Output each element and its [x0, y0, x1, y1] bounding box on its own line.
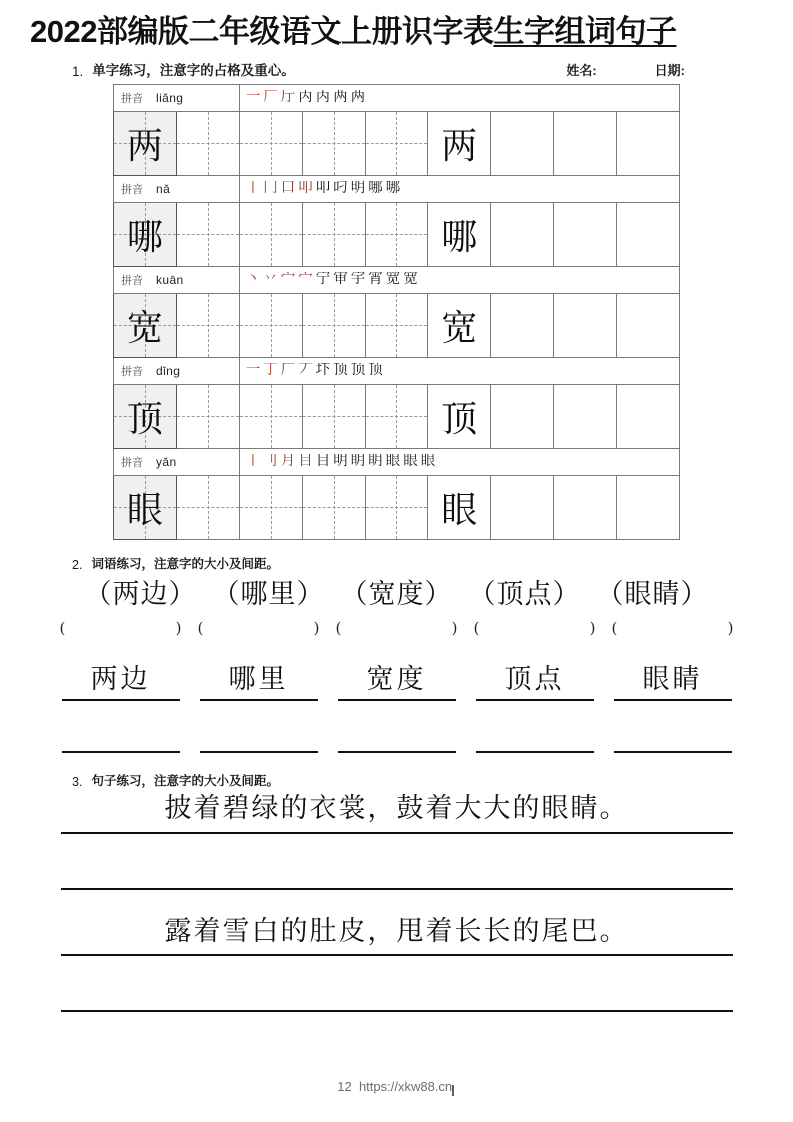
writing-square[interactable]	[365, 384, 428, 448]
writing-square-filled[interactable]	[114, 384, 177, 448]
stroke-step: 丶	[245, 272, 261, 287]
writing-square-filled[interactable]	[114, 111, 177, 175]
writing-square[interactable]	[365, 293, 428, 357]
word-text: 两边	[112, 578, 169, 610]
pinyin-label: 拼音	[121, 183, 143, 196]
word-blank-line-row	[0, 701, 793, 753]
stroke-order-sequence	[246, 181, 679, 196]
student-meta	[566, 60, 793, 79]
stroke-step: 厂	[263, 90, 278, 105]
writing-square[interactable]	[239, 111, 302, 175]
writing-square[interactable]	[176, 293, 239, 357]
stroke-step: 明	[350, 181, 366, 196]
stroke-step: 口	[280, 181, 296, 196]
blank-close-paren: )	[175, 618, 182, 637]
stroke-step: 眼	[385, 454, 401, 469]
model-character: 眼	[126, 489, 163, 531]
pinyin-stroke-row	[114, 84, 680, 111]
word-text: 眼睛	[624, 578, 681, 610]
character-practice-body	[114, 84, 680, 539]
pinyin-label: 拼音	[121, 274, 143, 287]
word-item	[213, 572, 325, 611]
writing-square-filled[interactable]	[428, 111, 491, 175]
writing-square[interactable]	[239, 384, 302, 448]
section2-heading-text: 词语练习，注意字的大小及间距。	[91, 556, 279, 571]
writing-square[interactable]	[302, 202, 365, 266]
stroke-order-sequence	[246, 363, 679, 378]
section1-heading-row	[0, 50, 793, 84]
stroke-step: 明	[333, 454, 348, 469]
footer-url[interactable]: https://xkw88.cn	[358, 1079, 453, 1094]
word-text: 宽度	[368, 578, 425, 610]
section3-heading-text: 句子练习，注意字的大小及间距。	[91, 774, 279, 789]
blank-open-paren: (	[59, 618, 66, 637]
writing-square[interactable]	[302, 293, 365, 357]
stroke-order-cell	[239, 357, 679, 384]
open-paren: （	[468, 578, 497, 610]
sentence-line: 披着碧绿的衣裳，鼓着大大的眼睛。	[61, 789, 733, 834]
stroke-step: 丙	[298, 90, 313, 105]
open-paren: （	[84, 578, 113, 610]
stroke-step: 宵	[368, 272, 383, 287]
blank-paren-slot[interactable]	[60, 619, 182, 637]
pinyin-value: liǎng	[156, 90, 184, 105]
section2-heading-row	[0, 554, 793, 572]
word-trace-row	[0, 637, 793, 702]
stroke-step: 丷	[263, 272, 278, 287]
blank-close-paren: )	[313, 618, 320, 637]
pinyin-cell	[114, 448, 240, 475]
writing-square-filled[interactable]	[114, 475, 177, 539]
section1-heading-text: 单字练习，注意字的占格及重心。	[92, 62, 295, 78]
blank-close-paren: )	[451, 618, 458, 637]
stroke-step: 眀	[350, 454, 366, 469]
pinyin-cell	[114, 357, 240, 384]
close-paren: ）	[552, 578, 581, 610]
writing-square[interactable]	[365, 202, 428, 266]
writing-square[interactable]	[554, 293, 617, 357]
writing-squares-row	[114, 293, 680, 357]
pinyin-stroke-row	[114, 266, 680, 293]
writing-square-filled[interactable]	[428, 293, 491, 357]
blank-open-paren: (	[611, 618, 618, 637]
stroke-step: 审	[333, 272, 348, 287]
section2-number: 2.	[72, 557, 83, 572]
writing-squares-row	[114, 202, 680, 266]
stroke-step: 叩	[298, 181, 313, 196]
stroke-step: 厂	[280, 363, 296, 378]
writing-square[interactable]	[491, 111, 554, 175]
word-item	[341, 572, 453, 611]
open-paren: （	[596, 578, 625, 610]
sentence-blank-line[interactable]	[61, 996, 733, 1012]
writing-square[interactable]	[617, 202, 680, 266]
close-paren: ）	[424, 578, 453, 610]
word-blank-line[interactable]	[476, 737, 594, 753]
writing-square[interactable]	[365, 475, 428, 539]
writing-squares-row	[114, 384, 680, 448]
pinyin-value: kuān	[156, 272, 184, 287]
title-underlined-text: 生字组词句子	[493, 14, 677, 49]
stroke-step: 叼	[333, 181, 348, 196]
writing-square[interactable]	[239, 475, 302, 539]
model-character: 宽	[441, 307, 478, 349]
word-item	[597, 572, 709, 611]
sentence-line: 露着雪白的肚皮，甩着长长的尾巴。	[61, 912, 733, 957]
model-character: 两	[126, 125, 163, 167]
page-title	[0, 0, 793, 50]
writing-square[interactable]	[554, 202, 617, 266]
trace-word: 顶点	[476, 663, 594, 702]
blank-parentheses-row	[0, 611, 793, 637]
pinyin-value: yǎn	[156, 454, 177, 469]
writing-square[interactable]	[176, 111, 239, 175]
word-blank-line[interactable]	[614, 737, 732, 753]
blank-close-paren: )	[589, 618, 596, 637]
pinyin-stroke-row	[114, 175, 680, 202]
model-character: 宽	[126, 307, 163, 349]
writing-square-filled[interactable]	[114, 202, 177, 266]
stroke-order-cell	[239, 266, 679, 293]
stroke-step: 冂	[263, 181, 278, 196]
writing-square[interactable]	[176, 384, 239, 448]
pinyin-stroke-row	[114, 357, 680, 384]
writing-square[interactable]	[617, 475, 680, 539]
stroke-step: 宁	[315, 272, 331, 287]
blank-open-paren: (	[335, 618, 342, 637]
blank-paren-slot[interactable]	[612, 619, 734, 637]
writing-square[interactable]	[554, 475, 617, 539]
writing-square[interactable]	[491, 293, 554, 357]
stroke-step: 哪	[385, 181, 401, 196]
writing-square[interactable]	[617, 111, 680, 175]
stroke-step: 眀	[368, 454, 383, 469]
model-character: 眼	[441, 489, 478, 531]
writing-square-filled[interactable]	[428, 475, 491, 539]
stroke-order-cell	[239, 84, 679, 111]
pinyin-stroke-row	[114, 448, 680, 475]
pinyin-cell	[114, 266, 240, 293]
stroke-order-cell	[239, 175, 679, 202]
stroke-order-cell	[239, 448, 679, 475]
blank-paren-slot[interactable]	[198, 619, 320, 637]
trace-word: 宽度	[338, 663, 456, 702]
stroke-step: 圷	[315, 363, 331, 378]
trace-word: 两边	[62, 663, 180, 702]
stroke-step: 顶	[350, 363, 366, 378]
stroke-step: 宀	[298, 272, 313, 287]
stroke-step: 月	[280, 454, 296, 469]
stroke-step: 顶	[333, 363, 348, 378]
model-character: 顶	[126, 398, 163, 440]
stroke-step: 目	[315, 454, 331, 469]
writing-square[interactable]	[491, 202, 554, 266]
stroke-step: 丆	[298, 363, 313, 378]
word-blank-line[interactable]	[62, 737, 180, 753]
blank-paren-slot[interactable]	[474, 619, 596, 637]
trace-word: 哪里	[200, 663, 318, 702]
model-character: 顶	[441, 398, 478, 440]
writing-square-filled[interactable]	[114, 293, 177, 357]
close-paren: ）	[296, 578, 325, 610]
writing-square[interactable]	[302, 384, 365, 448]
pinyin-cell	[114, 175, 240, 202]
writing-square[interactable]	[554, 384, 617, 448]
section3-heading-row	[0, 771, 793, 789]
blank-close-paren: )	[727, 618, 734, 637]
stroke-step: 顶	[368, 363, 383, 378]
writing-squares-row	[114, 111, 680, 175]
stroke-order-sequence	[246, 454, 679, 469]
word-blank-line[interactable]	[200, 737, 318, 753]
section2-block	[0, 540, 793, 754]
writing-square[interactable]	[491, 475, 554, 539]
word-blank-line[interactable]	[338, 737, 456, 753]
writing-squares-row	[114, 475, 680, 539]
writing-square[interactable]	[554, 111, 617, 175]
stroke-order-sequence	[246, 272, 679, 287]
writing-square[interactable]	[176, 202, 239, 266]
name-label: 姓名:	[566, 62, 597, 78]
pinyin-label: 拼音	[121, 456, 143, 469]
blank-open-paren: (	[197, 618, 204, 637]
pinyin-cell	[114, 84, 240, 111]
stroke-step: 两	[333, 90, 348, 105]
stroke-step: 宽	[385, 272, 401, 287]
section3-block	[0, 753, 793, 1012]
word-list-row	[0, 572, 793, 611]
open-paren: （	[212, 578, 241, 610]
stroke-step: 厅	[280, 90, 296, 105]
writing-square-filled[interactable]	[428, 384, 491, 448]
close-paren: ）	[680, 578, 709, 610]
stroke-step: 目	[298, 454, 313, 469]
sentence-blank-line[interactable]	[61, 874, 733, 890]
page-footer: 12 https://xkw88.cn I	[337, 1079, 456, 1100]
writing-square[interactable]	[365, 111, 428, 175]
stroke-step: 一	[245, 363, 261, 378]
pinyin-label: 拼音	[121, 92, 143, 105]
trace-word: 眼睛	[614, 663, 732, 702]
blank-paren-slot[interactable]	[336, 619, 458, 637]
writing-square[interactable]	[617, 384, 680, 448]
stroke-step: 一	[245, 90, 261, 105]
stroke-step: 宽	[403, 272, 418, 287]
stroke-step: 眼	[420, 454, 436, 469]
stroke-step: 丁	[263, 363, 278, 378]
model-character: 两	[441, 125, 478, 167]
word-item	[85, 572, 197, 611]
section3-number: 3.	[72, 775, 83, 790]
pinyin-label: 拼音	[121, 365, 143, 378]
pinyin-value: dǐng	[156, 363, 181, 378]
pinyin-value: nǎ	[156, 181, 171, 196]
close-paren: ）	[168, 578, 197, 610]
stroke-step: 丨	[245, 181, 261, 196]
word-text: 哪里	[240, 578, 297, 610]
writing-square[interactable]	[302, 111, 365, 175]
writing-square[interactable]	[176, 475, 239, 539]
writing-square[interactable]	[491, 384, 554, 448]
stroke-step: 丙	[315, 90, 331, 105]
stroke-step: 叩	[315, 181, 331, 196]
open-paren: （	[340, 578, 369, 610]
model-character: 哪	[441, 216, 478, 258]
stroke-order-sequence	[246, 90, 679, 105]
stroke-step: 宀	[280, 272, 296, 287]
writing-square[interactable]	[239, 202, 302, 266]
footer-page-number: 12	[337, 1079, 352, 1094]
writing-square-filled[interactable]	[428, 202, 491, 266]
writing-square[interactable]	[239, 293, 302, 357]
stroke-step: 两	[350, 90, 366, 105]
character-practice-table	[113, 84, 680, 540]
writing-square[interactable]	[302, 475, 365, 539]
model-character: 哪	[126, 216, 163, 258]
date-label: 日期:	[654, 62, 685, 78]
section1-number: 1.	[72, 63, 84, 79]
blank-open-paren: (	[473, 618, 480, 637]
word-text: 顶点	[496, 578, 553, 610]
writing-square[interactable]	[617, 293, 680, 357]
title-main-text: 2022部编版二年级语文上册识字表	[30, 14, 494, 49]
word-item	[469, 572, 581, 611]
stroke-step: 丨	[245, 454, 261, 469]
stroke-step: 宇	[350, 272, 366, 287]
stroke-step: 刂	[263, 454, 278, 469]
stroke-step: 哪	[368, 181, 383, 196]
stroke-step: 眼	[403, 454, 418, 469]
